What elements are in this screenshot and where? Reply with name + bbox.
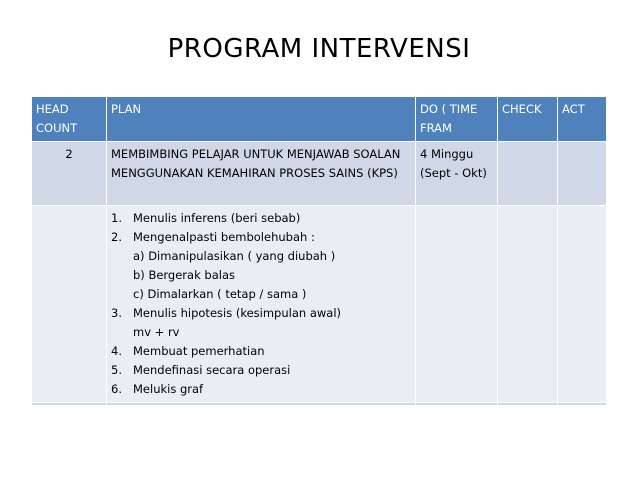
list-item: 1. Menulis inferens (beri sebab) [111, 211, 301, 225]
empty-cell [32, 403, 107, 406]
check-cell [498, 206, 558, 403]
table-header-row [32, 97, 607, 142]
empty-cell [558, 403, 607, 406]
do-cell [416, 206, 498, 403]
list-item: mv + rv [133, 325, 180, 339]
do-cell: 4 Minggu (Sept - Okt) [416, 142, 498, 206]
intervention-table [31, 96, 607, 406]
list-item: 4. Membuat pemerhatian [111, 344, 265, 358]
header-check: CHECK [498, 97, 558, 142]
act-cell [558, 206, 607, 403]
page-title: PROGRAM INTERVENSI [167, 34, 471, 64]
table-row [32, 206, 607, 403]
header-do-time-frame: DO ( TIME FRAM [416, 97, 498, 142]
header-plan: PLAN [107, 97, 416, 142]
table-row [32, 142, 607, 206]
plan-steps-cell [107, 206, 416, 403]
list-item: 6. Melukis graf [111, 382, 204, 396]
list-item: 5. Mendefinasi secara operasi [111, 363, 291, 377]
list-item: b) Bergerak balas [133, 268, 235, 282]
header-head-count: HEAD COUNT [32, 97, 107, 142]
empty-cell [107, 403, 416, 406]
empty-cell [416, 403, 498, 406]
list-item: a) Dimanipulasikan ( yang diubah ) [133, 249, 336, 263]
plan-cell: MEMBIMBING PELAJAR UNTUK MENJAWAB SOALAN MENGGUNAKAN KEMAHIRAN PROSES SAINS (KPS) [107, 142, 416, 206]
table-row [32, 403, 607, 406]
head-count-cell: 2 [32, 142, 107, 206]
empty-cell [498, 403, 558, 406]
list-item: 2. Mengenalpasti bembolehubah : [111, 230, 315, 244]
header-act: ACT [558, 97, 607, 142]
head-count-cell [32, 206, 107, 403]
list-item: c) Dimalarkan ( tetap / sama ) [133, 287, 307, 301]
act-cell [558, 142, 607, 206]
plan-steps-list [111, 209, 411, 399]
check-cell [498, 142, 558, 206]
list-item: 3. Menulis hipotesis (kesimpulan awal) [111, 306, 342, 320]
